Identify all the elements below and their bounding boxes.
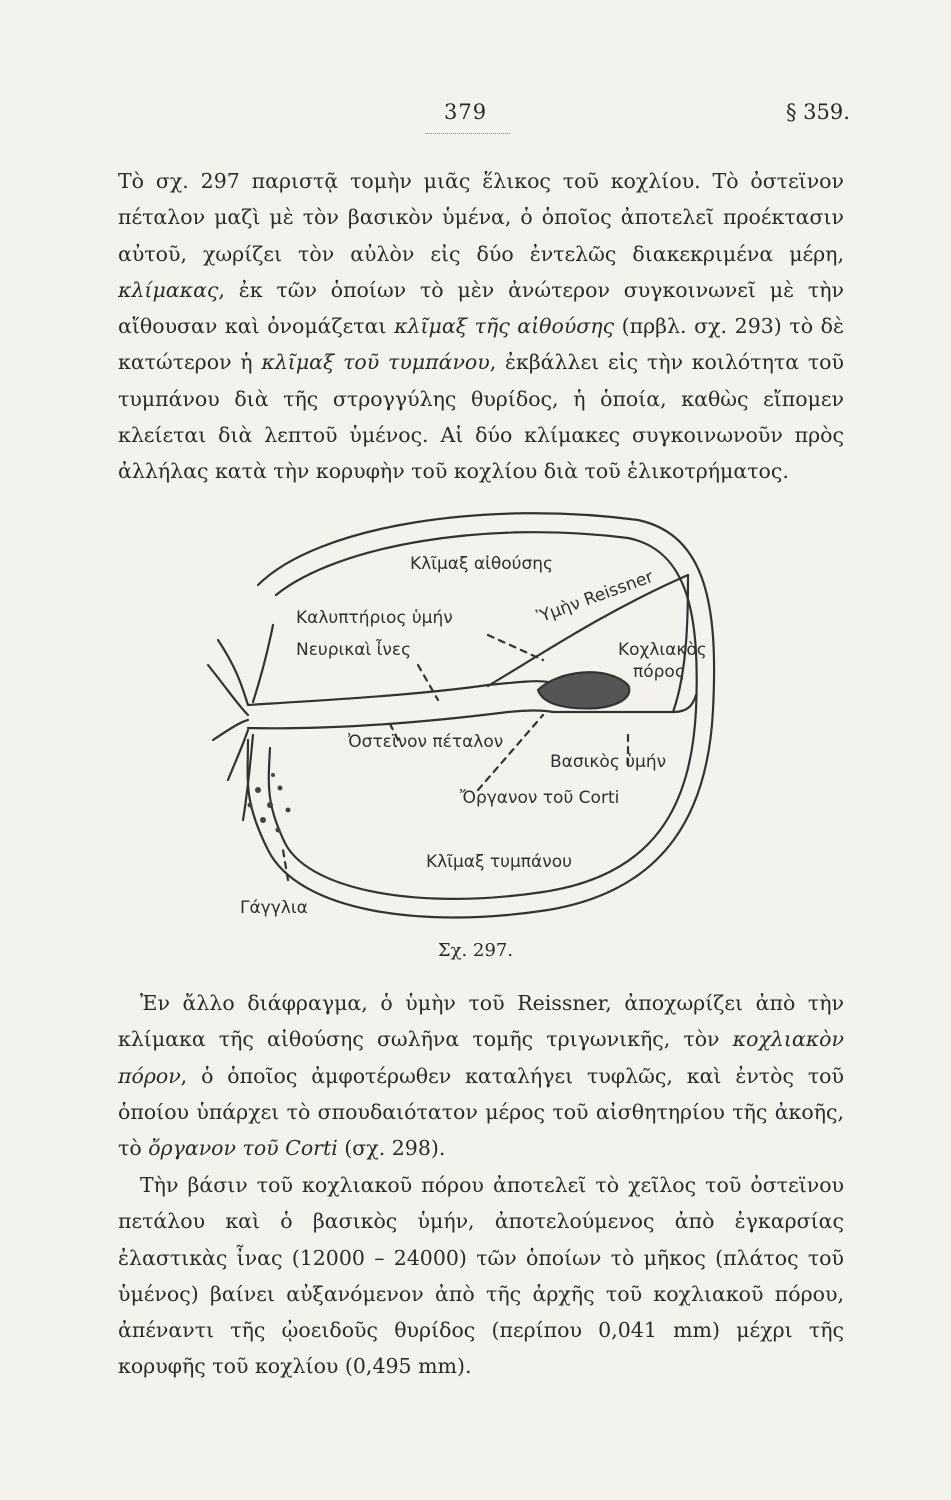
p2-text-c: , ὁ ὁποῖος ἀμφοτέρωθεν καταλήγει τυφλῶς, καὶ ἐντὸς τοῦ ὁποίου ὑπάρχει τὸ σπουδαιότατον μέρος τοῦ αἰσθητηρίου τῆς ἀκοῆς, τὸ <box>118 1063 844 1161</box>
label-cochlear-duct-2: πόρος <box>633 662 685 682</box>
p1-text-c: , ἐκ τῶν ὁποίων τὸ μὲν ἀνώτερον συγκοινωνεῖ μὲ τὴν αἴθουσαν καὶ ὀνομάζεται <box>118 277 844 339</box>
page-number-rule <box>426 133 510 134</box>
label-ganglion: Γάγγλια <box>240 898 308 918</box>
p2-text-e: (σχ. 298). <box>337 1136 446 1161</box>
osseous-lamina-bottom <box>248 711 553 729</box>
p2-text-a: Ἐν ἄλλο διάφραγμα, ὁ ὑμὴν τοῦ Reissner, ἀποχωρίζει ἀπὸ τὴν κλίμακα τῆς αἰθούσης σωλῆνα τομῆς τριγωνικῆς, τὸν <box>118 991 844 1052</box>
label-nerve-fibers: Νευρικαὶ ἶνες <box>296 640 412 660</box>
paragraph-2 <box>118 985 844 1166</box>
paragraph-3: Τὴν βάσιν τοῦ κοχλιακοῦ πόρου ἀποτελεῖ τὸ χεῖλος τοῦ ὀστεϊνου πετάλου καὶ ὁ βασικὸς ὑμήν, ἀποτελούμενος ἀπὸ ἐγκαρσίας ἐλαστικὰς ἶνας (12000 – 24000) τῶν ὁποίων τὸ μῆκος (πλάτος τοῦ ὑμένος) βαίνει αὐξανόμενον ἀπὸ τῆς ἀρχῆς τοῦ κοχλιακοῦ πόρου, ἀπέναντι τῆς ᾠοειδοῦς θυρίδος (περίπου 0,041 mm) μέχρι τῆς κορυφῆς τοῦ κοχλίου (0,495 mm). <box>118 1173 844 1379</box>
figure-caption: Σχ. 297. <box>437 940 514 961</box>
p2-term-organ-of-corti: ὄργανον τοῦ Corti <box>148 1136 338 1161</box>
osseous-lamina-top <box>248 681 548 705</box>
label-basilar-membrane: Βασικὸς ὑμήν <box>550 752 667 772</box>
label-cochlear-duct-1: Κοχλιακὸς <box>618 640 707 660</box>
label-organ-of-corti: Ὄργανον τοῦ Corti <box>460 788 620 808</box>
paragraph-1 <box>118 163 844 490</box>
p1-term-scalae: κλίμακας <box>118 277 219 302</box>
p2-term-cochlear-duct: κοχλιακὸν πόρον <box>118 1027 844 1088</box>
p1-term-scala-vestibuli: κλῖμαξ τῆς αἰθούσης <box>394 314 615 339</box>
label-reissner-membrane: Ὑμὴν Reissner <box>534 566 657 628</box>
p1-text-g: , ἐκβάλλει εἰς τὴν κοιλότητα τοῦ τυμπάνου διὰ τῆς στρογγύλης θυρίδος, ἡ ὁποία, καθὼς εἴπομεν κλείεται διὰ λεπτοῦ ὑμένος. Αἱ δύο κλίμακες συγκοινωνοῦν πρὸς ἀλλήλας κατὰ τὴν κορυφὴν τοῦ κοχλίου διὰ τοῦ ἑλικοτρήματος. <box>118 350 844 484</box>
p1-text-a: Τὸ σχ. 297 παριστᾷ τομὴν μιᾶς ἕλικος τοῦ κοχλίου. Τὸ ὀστεϊνον πέταλον μαζὶ μὲ τὸν βασικὸν ὑμένα, ὁ ὁποῖος ἀποτελεῖ προέκτασιν αὐτοῦ, χωρίζει τὸν αὐλὸν εἰς δύο ἐντελῶς διακεκριμένα μέρη, <box>118 169 844 266</box>
page-number: 379 <box>444 100 488 124</box>
label-scala-tympani: Κλῖμαξ τυμπάνου <box>426 852 572 872</box>
cochlea-figure <box>188 490 728 930</box>
section-reference: § 359. <box>786 100 850 124</box>
label-tectorial-membrane: Καλυπτήριος ὑμήν <box>296 608 453 628</box>
page-header <box>0 100 951 140</box>
label-scala-vestibuli: Κλῖμαξ αἰθούσης <box>410 554 553 574</box>
label-osseous-lamina: Ὀστεϊνον πέταλον <box>348 732 504 752</box>
p1-text-e: (πρβλ. σχ. 293) τὸ δὲ κατώτερον ἡ <box>118 314 844 375</box>
p1-term-scala-tympani: κλῖμαξ τοῦ τυμπάνου <box>261 350 490 375</box>
organ-of-corti <box>538 672 629 708</box>
